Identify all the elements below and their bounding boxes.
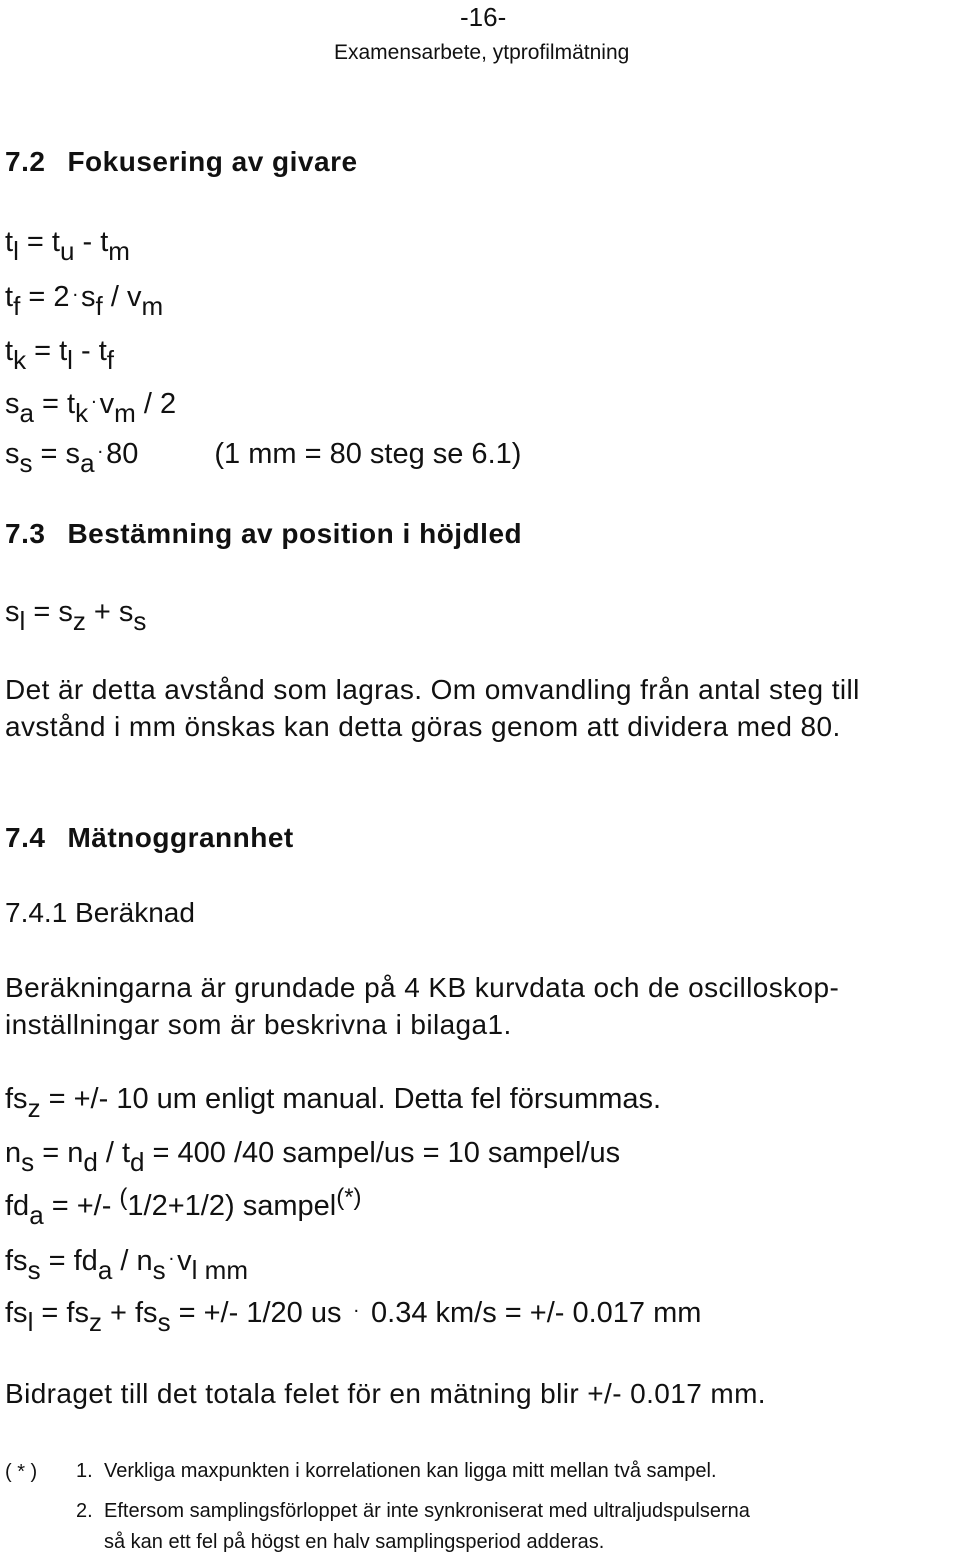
equation-sl: $s_l = s_z + s_s$ [5, 596, 147, 636]
footnote-item: 2. Eftersom samplingsförloppet är inte synkroniserat med ultraljudspulserna så kan ett fel på högst en halv samplingsperiod adderas. [76, 1500, 750, 1553]
section-title: Fokusering av givare [67, 146, 358, 177]
equation-tf: $t_f = 2$ . $s_f / v_m$ [5, 279, 164, 321]
section-number: 7.2 [5, 146, 46, 177]
equation-ss: $s_s = s_a$. 80 (1 mm = 80 steg se 6.1) [5, 436, 522, 478]
equation-ns: $n_s = n_d / t_d = 400$ /40 sampel/us = 10 sampel/us [5, 1137, 621, 1177]
section-number: 7.4 [5, 822, 46, 853]
equation-fsl: $fs_l = fs_z + fs_s$ = +/- 1/20 us . 0.34 km/s = +/- 0.017 mm [5, 1295, 702, 1337]
equation-fda: $fd_a$ = +/- (1/2+1/2) sampel(*) [5, 1184, 362, 1230]
equation-fss: $fs_s = fd_a / n_s$. $v_l$ $_{mm}$ [5, 1243, 248, 1285]
equation-sa: $s_a = t_k$. $v_m / 2$ [5, 386, 177, 428]
section-title: Mätnoggrannhet [67, 822, 294, 853]
section-7-2-heading [5, 148, 358, 176]
footnote-mark: ( * ) [5, 1461, 38, 1483]
page-number: -16- [460, 2, 507, 32]
conclusion-text: Bidraget till det totala felet för en mätning blir +/- 0.017 mm. [5, 1378, 766, 1409]
footnote-reference: (*) [336, 1184, 362, 1211]
footnote-item: 1. Verkliga maxpunkten i korrelationen kan ligga mitt mellan två sampel. [76, 1460, 717, 1482]
section-title: Bestämning av position i höjdled [67, 518, 523, 549]
section-number: 7.3 [5, 518, 46, 549]
subsection-heading: 7.4.1 Beräknad [5, 897, 195, 928]
equation-fsz: $fs_z$ = +/- 10 um enligt manual. Detta fel försummas. [5, 1083, 662, 1123]
equation-tl: $t_l = t_u - t_m$ [5, 226, 130, 266]
paragraph-calculation: Beräkningarna är grundade på 4 KB kurvdata och de oscilloskop-inställningar som är beskrivna i bilaga1. [5, 972, 840, 1040]
paragraph-storage: Det är detta avstånd som lagras. Om omvandling från antal steg till avstånd i mm önskas kan detta göras genom att dividera med 80. [5, 674, 860, 742]
page-subtitle: Examensarbete, ytprofilmätning [334, 41, 630, 64]
equation-tk: $t_k = t_l - t_f$ [5, 335, 115, 375]
section-7-3-heading [5, 520, 522, 548]
section-7-4-heading [5, 824, 294, 852]
